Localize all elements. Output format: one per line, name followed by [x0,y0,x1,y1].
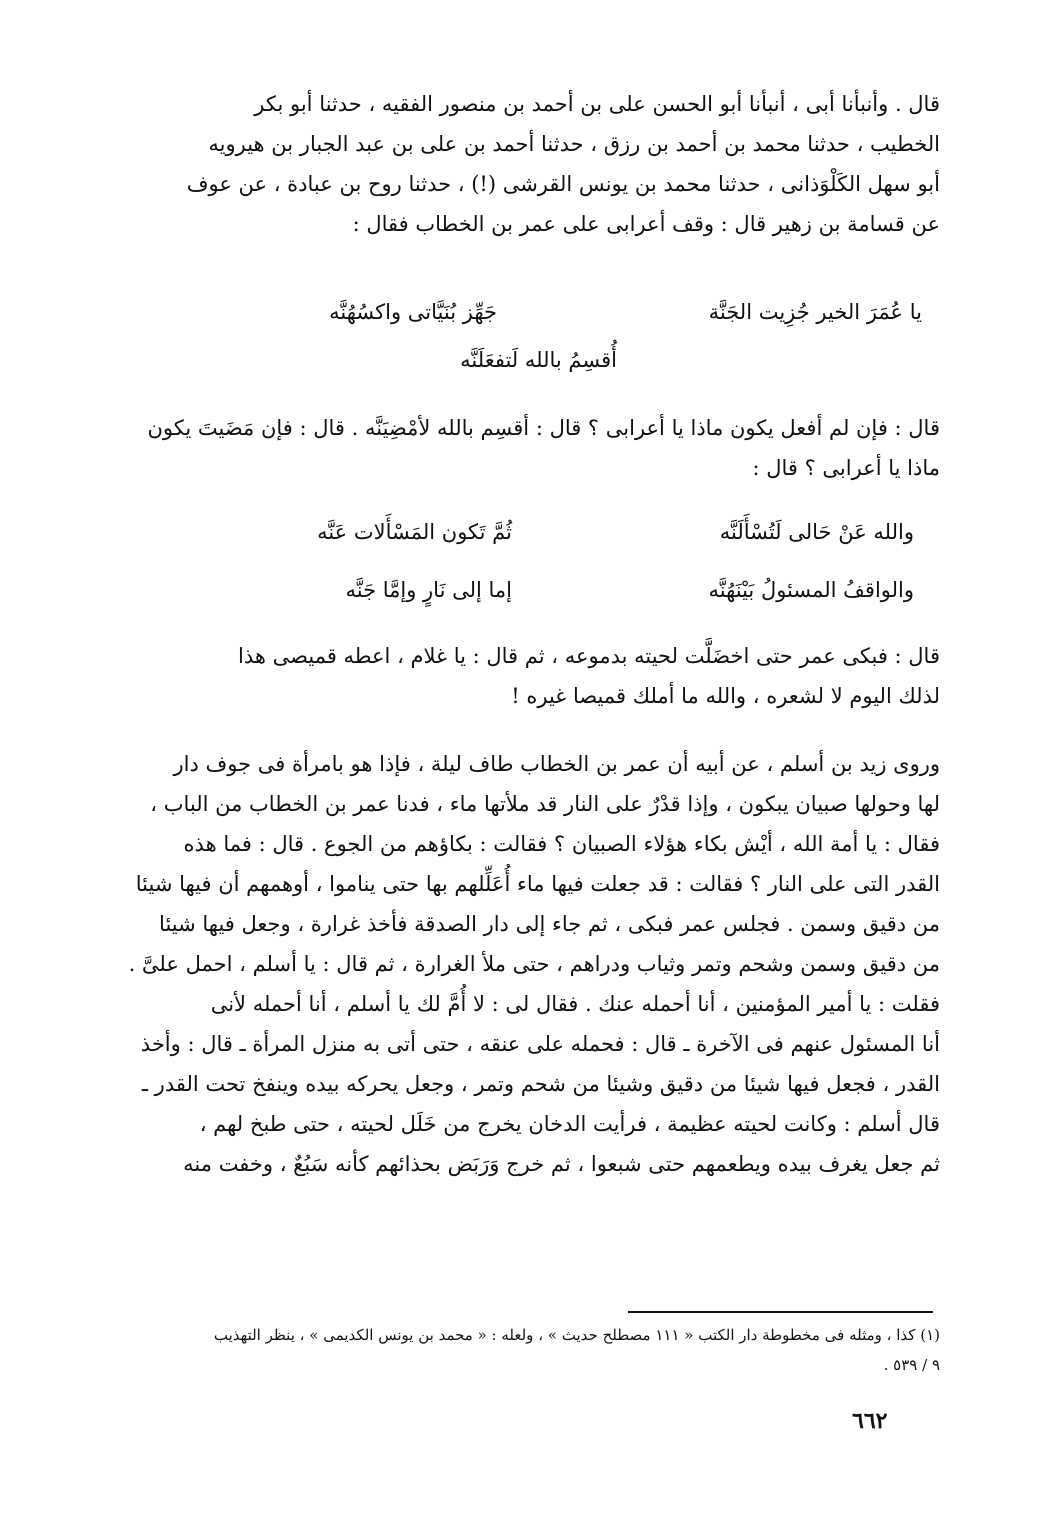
text-line: لها وحولها صبيان يبكون ، وإذا قدْرٌ على النار قد ملأتها ماء ، فدنا عمر بن الخطاب من الباب ، [150,792,940,816]
text-line: وروى زيد بن أسلم ، عن أبيه أن عمر بن الخطاب طاف ليلة ، فإذا هو بامرأة فى جوف دار [173,752,940,776]
dialogue-paragraph [72,408,940,488]
footnote [72,1320,940,1380]
verse-2-line-1-second: ثُمَّ تَكون المَسْأَلات عَنَّه [317,520,512,544]
footnote-line: ٩ / ٥٣٩ . [883,1356,940,1374]
text-line: القدر التى على النار ؟ فقالت : قد جعلت فيها ماء أُعَلِّلهم بها حتى يناموا ، أوهمهم أن فيها شيئا [135,872,940,896]
zaid-narration-paragraph [72,744,940,1184]
verse-1-hemistich-1: يا عُمَرَ الخير جُزِيت الجَنَّة [708,300,922,324]
text-line: فقلت : يا أمير المؤمنين ، أنا أحمله عنك . فقال لى : لا أُمَّ لك يا أسلم ، أنا أحمله لأنى [210,992,940,1016]
verse-1-hemistich-2: جَهِّز بُنَيَّاتى واكسُهُنَّه [329,300,497,324]
text-line: أبو سهل الكَلْوَذانى ، حدثنا محمد بن يونس القرشى (!) ، حدثنا روح بن عبادة ، عن عوف [186,172,940,196]
page-number: ٦٦٢ [852,1408,888,1434]
text-line: قال أسلم : وكانت لحيته عظيمة ، فرأيت الدخان يخرج من خَلَل لحيته ، حتى طبخ لهم ، [199,1112,940,1136]
verse-2-line-2-second: إما إلى نَارٍ وإمَّا جَنَّه [345,578,512,602]
umar-weeps-paragraph [72,636,940,716]
text-line: قال . وأنبأنا أبى ، أنبأنا أبو الحسن على بن أحمد بن منصور الفقيه ، حدثنا أبو بكر [254,92,940,116]
verse-2-line-2-first: والواقفُ المسئولُ بَيْنَهُنَّه [708,578,914,602]
verse-2-line-1-first: والله عَنْ حَالى لَتُسْأَلَنَّه [719,520,914,544]
text-line: من دقيق وسمن . فجلس عمر فبكى ، ثم جاء إلى دار الصدقة فأخذ غرارة ، وجعل فيها شيئا [159,912,940,936]
text-line: ثم جعل يغرف بيده ويطعمهم حتى شبعوا ، ثم خرج وَرَبَض بحذائهم كأنه سَبُعٌ ، وخفت منه [183,1152,940,1176]
footnote-line: (١) كذا ، ومثله فى مخطوطة دار الكتب « ١١١ مصطلح حديث » ، ولعله : « محمد بن يونس الكديمى » ، ينظر التهذيب [213,1326,940,1344]
text-line: من دقيق وسمن وشحم وتمر وثياب ودراهم ، حتى ملأ الغرارة ، ثم قال : يا أسلم ، احمل علىَّ . [128,952,940,976]
text-line: لذلك اليوم لا لشعره ، والله ما أملك قميصا غيره ! [511,684,940,708]
text-line: عن قسامة بن زهير قال : وقف أعرابى على عمر بن الخطاب فقال : [352,212,940,236]
text-line: قال : فبكى عمر حتى اخضَلَّت لحيته بدموعه ، ثم قال : يا غلام ، اعطه قميصى هذا [238,644,940,668]
footnote-divider [628,1311,933,1313]
text-line: القدر ، فجعل فيها شيئا من دقيق وشيئا من شحم وتمر ، وجعل يحركه بيده وينفخ تحت القدر ـ [141,1072,940,1096]
text-line: الخطيب ، حدثنا محمد بن أحمد بن رزق ، حدثنا أحمد بن على بن عبد الجبار بن هيرويه [208,132,940,156]
isnad-paragraph [72,84,940,244]
text-line: فقال : يا أمة الله ، أيْش بكاء هؤلاء الصبيان ؟ فقالت : بكاؤهم من الجوع . قال : فما هذه [183,832,940,856]
text-line: قال : فإن لم أفعل يكون ماذا يا أعرابى ؟ قال : أقسِم بالله لأمْضِيَنَّه . قال : فإن مَضَيتَ يكون [147,416,940,440]
text-line: ماذا يا أعرابى ؟ قال : [752,456,940,480]
text-line: أنا المسئول عنهم فى الآخرة ـ قال : فحمله على عنقه ، حتى أتى به منزل المرأة ـ قال : وأخذ [140,1032,940,1056]
verse-1-line-2: أُقسِمُ بالله لَتفعَلَنَّه [460,348,617,372]
